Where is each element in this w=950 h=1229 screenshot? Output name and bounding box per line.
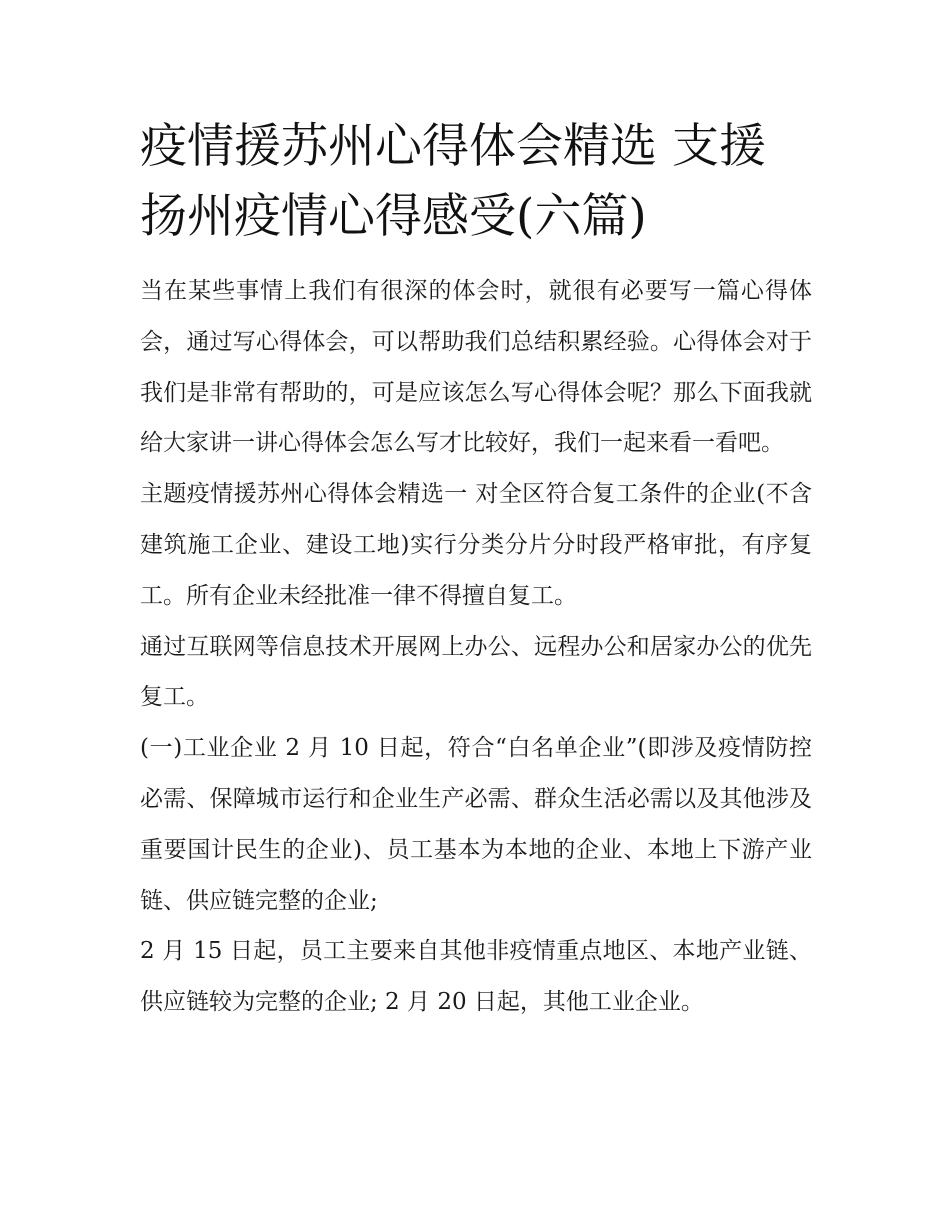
document-page	[140, 112, 812, 1028]
paragraph-resume-schedule: 2 月 15 日起，员工主要来自其他非疫情重点地区、本地产业链、供应链较为完整的企业; 2 月 20 日起，其他工业企业。	[140, 938, 812, 1016]
paragraph-intro: 当在某些事情上我们有很深的体会时，就很有必要写一篇心得体会，通过写心得体会，可以帮助我们总结积累经验。心得体会对于我们是非常有帮助的，可是应该怎么写心得体会呢？那么下面我就给大家讲一讲心得体会怎么写才比较好，我们一起来看一看吧。	[140, 278, 812, 457]
document-body	[140, 266, 812, 1028]
paragraph-industrial-enterprises: (一)工业企业 2 月 10 日起，符合“白名单企业”(即涉及疫情防控必需、保障城市运行和企业生产必需、群众生活必需以及其他涉及重要国计民生的企业)、员工基本为本地的企业、本地上下游产业链、供应链完整的企业;	[140, 735, 812, 914]
paragraph-online-office: 通过互联网等信息技术开展网上办公、远程办公和居家办公的优先复工。	[140, 633, 812, 711]
document-title: 疫情援苏州心得体会精选 支援扬州疫情心得感受(六篇)	[140, 119, 766, 244]
paragraph-topic-one: 主题疫情援苏州心得体会精选一 对全区符合复工条件的企业(不含建筑施工企业、建设工地)实行分类分片分时段严格审批，有序复工。所有企业未经批准一律不得擅自复工。	[140, 481, 812, 609]
